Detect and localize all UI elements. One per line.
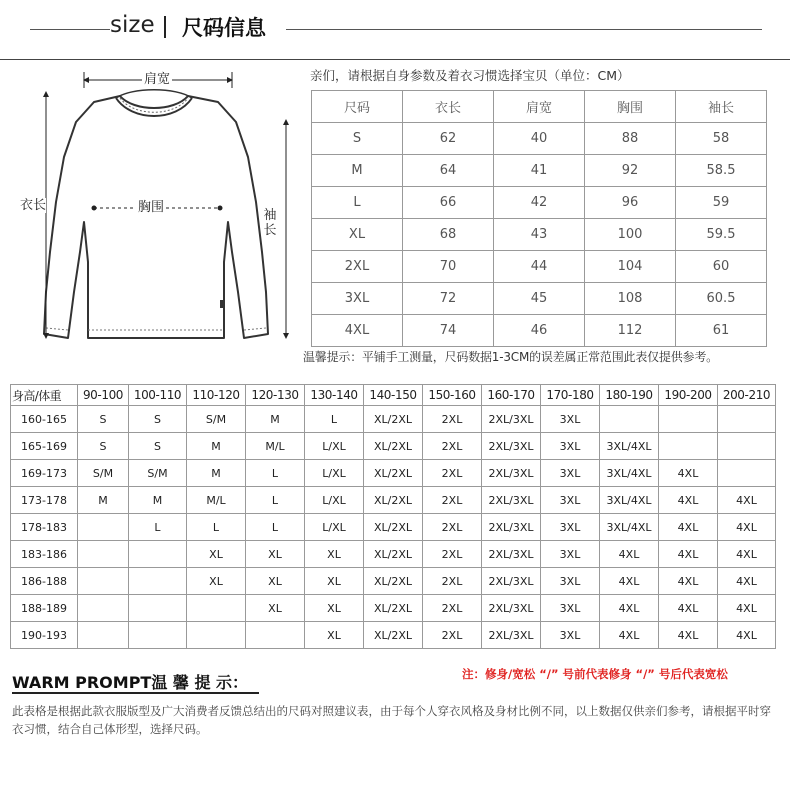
- recommendation-row: [11, 595, 776, 622]
- size-recommendation-table: [10, 384, 776, 649]
- recommendation-row: [11, 514, 776, 541]
- fit-note: 注：修身/宽松 “/” 号前代表修身 “/” 号后代表宽松: [462, 667, 728, 681]
- measurement-cell: 衣长: [403, 91, 494, 123]
- size-cell: M: [246, 406, 305, 433]
- size-cell: XL: [305, 622, 364, 649]
- measurement-cell: 100: [585, 219, 676, 251]
- size-cell: 130-140: [305, 385, 364, 406]
- size-cell: 2XL: [423, 514, 482, 541]
- measurement-cell: 45: [494, 283, 585, 315]
- measurement-cell: 62: [403, 123, 494, 155]
- size-cell: M: [129, 487, 187, 514]
- height-weight-cell: 183-186: [11, 541, 78, 568]
- size-cell: L/XL: [305, 433, 364, 460]
- size-cell: 2XL: [423, 487, 482, 514]
- sleeve-length-label: 袖长: [263, 208, 277, 238]
- recommendation-header-row: [11, 385, 776, 406]
- size-cell: M/L: [187, 487, 246, 514]
- header-left-line: [30, 29, 110, 30]
- size-cell: 2XL: [423, 622, 482, 649]
- size-cell: M: [187, 460, 246, 487]
- size-cell: 4XL: [659, 487, 718, 514]
- recommendation-row: [11, 487, 776, 514]
- length-label: 衣长: [20, 198, 47, 213]
- size-cell: 4XL: [718, 541, 776, 568]
- size-cell: 140-150: [364, 385, 423, 406]
- measurement-cell: 41: [494, 155, 585, 187]
- measurement-cell: 58.5: [676, 155, 767, 187]
- size-cell: 160-170: [482, 385, 541, 406]
- size-cell: XL: [187, 541, 246, 568]
- size-cell: 3XL: [541, 541, 600, 568]
- size-cell: 2XL/3XL: [482, 541, 541, 568]
- size-cell: [659, 433, 718, 460]
- measurement-cell: 42: [494, 187, 585, 219]
- recommendation-row: [11, 541, 776, 568]
- size-cell: 2XL/3XL: [482, 460, 541, 487]
- size-cell: 2XL: [423, 433, 482, 460]
- size-cell: 4XL: [600, 568, 659, 595]
- size-cell: 3XL: [541, 595, 600, 622]
- recommendation-row: [11, 622, 776, 649]
- size-label: size: [110, 12, 155, 38]
- size-cell: L: [246, 487, 305, 514]
- measurement-cell: 70: [403, 251, 494, 283]
- size-cell: XL: [305, 595, 364, 622]
- size-cell: S: [78, 406, 129, 433]
- shoulder-width-label: 肩宽: [144, 72, 171, 87]
- size-cell: XL/2XL: [364, 541, 423, 568]
- size-cell: 200-210: [718, 385, 776, 406]
- size-cell: 3XL: [541, 433, 600, 460]
- measurement-cell: 112: [585, 315, 676, 347]
- size-cell: [718, 433, 776, 460]
- size-cell: [129, 568, 187, 595]
- measurement-cell: 袖长: [676, 91, 767, 123]
- size-cell: [718, 460, 776, 487]
- size-cell: XL/2XL: [364, 406, 423, 433]
- size-cell: XL: [246, 568, 305, 595]
- height-weight-cell: 188-189: [11, 595, 78, 622]
- measurement-cell: 43: [494, 219, 585, 251]
- size-cell: XL/2XL: [364, 568, 423, 595]
- size-cell: S/M: [187, 406, 246, 433]
- warm-prompt-underline: [12, 692, 259, 694]
- size-cell: XL: [305, 568, 364, 595]
- size-cell: [78, 541, 129, 568]
- size-cell: 2XL: [423, 406, 482, 433]
- measurement-cell: 108: [585, 283, 676, 315]
- size-cell: 4XL: [659, 622, 718, 649]
- size-cell: [600, 406, 659, 433]
- size-cell: 2XL: [423, 568, 482, 595]
- recommendation-row: [11, 406, 776, 433]
- measurement-row: [312, 283, 767, 315]
- height-weight-cell: 169-173: [11, 460, 78, 487]
- size-cell: L: [129, 514, 187, 541]
- size-cell: 3XL: [541, 406, 600, 433]
- size-cell: 4XL: [718, 487, 776, 514]
- size-cell: 4XL: [600, 541, 659, 568]
- measurement-cell: M: [312, 155, 403, 187]
- footnote: 此表格是根据此款衣服版型及广大消费者反馈总结出的尺码对照建议表，由于每个人穿衣风格及身材比例不同，以上数据仅供亲们参考，请根据平时穿衣习惯，结合自己体形型，选择尺码。: [12, 704, 771, 736]
- size-cell: S: [78, 433, 129, 460]
- measurement-cell: 59.5: [676, 219, 767, 251]
- size-cell: XL/2XL: [364, 514, 423, 541]
- size-cell: [187, 622, 246, 649]
- measurement-tip: 温馨提示：平铺手工测量，尺码数据1-3CM的误差属正常范围此表仅提供参考。: [303, 350, 718, 364]
- size-cell: 2XL/3XL: [482, 406, 541, 433]
- size-cell: L/XL: [305, 460, 364, 487]
- measurement-cell: 59: [676, 187, 767, 219]
- measurement-row: [312, 187, 767, 219]
- size-cell: [129, 622, 187, 649]
- size-cell: 180-190: [600, 385, 659, 406]
- size-cell: 4XL: [659, 460, 718, 487]
- measurement-cell: 肩宽: [494, 91, 585, 123]
- garment-diagram: [8, 62, 300, 362]
- size-cell: XL: [187, 568, 246, 595]
- size-cell: 4XL: [718, 568, 776, 595]
- size-cell: [187, 595, 246, 622]
- size-cell: XL/2XL: [364, 460, 423, 487]
- measurement-row: [312, 315, 767, 347]
- measurement-cell: 4XL: [312, 315, 403, 347]
- size-cell: 2XL/3XL: [482, 595, 541, 622]
- measurement-cell: 96: [585, 187, 676, 219]
- size-cell: [78, 568, 129, 595]
- height-weight-cell: 186-188: [11, 568, 78, 595]
- size-cell: 2XL: [423, 595, 482, 622]
- measurement-cell: 104: [585, 251, 676, 283]
- header-right-line: [286, 29, 762, 30]
- size-cell: L/XL: [305, 487, 364, 514]
- height-weight-cell: 173-178: [11, 487, 78, 514]
- height-weight-cell: 160-165: [11, 406, 78, 433]
- size-cell: [129, 595, 187, 622]
- measurement-cell: 64: [403, 155, 494, 187]
- size-cell: 2XL/3XL: [482, 514, 541, 541]
- size-cell: L: [246, 514, 305, 541]
- measurement-cell: 74: [403, 315, 494, 347]
- size-cell: XL: [246, 541, 305, 568]
- size-cell: 4XL: [659, 541, 718, 568]
- size-cell: 2XL/3XL: [482, 622, 541, 649]
- warm-prompt-title: WARM PROMPT温 馨 提 示：: [12, 673, 249, 692]
- recommendation-row: [11, 433, 776, 460]
- measurement-row: [312, 123, 767, 155]
- size-cell: 3XL/4XL: [600, 460, 659, 487]
- size-cell: 3XL/4XL: [600, 487, 659, 514]
- unit-note: 亲们，请根据自身参数及着衣习惯选择宝贝（单位：CM）: [310, 68, 630, 83]
- size-cell: 110-120: [187, 385, 246, 406]
- size-cell: XL/2XL: [364, 433, 423, 460]
- measurement-cell: 46: [494, 315, 585, 347]
- size-cell: XL: [246, 595, 305, 622]
- size-cell: 4XL: [659, 568, 718, 595]
- size-cell: 3XL/4XL: [600, 433, 659, 460]
- size-cell: M: [78, 487, 129, 514]
- size-cell: 3XL: [541, 487, 600, 514]
- size-cell: XL/2XL: [364, 622, 423, 649]
- size-cell: XL: [305, 541, 364, 568]
- header-rule: [0, 59, 790, 60]
- size-cell: 4XL: [600, 595, 659, 622]
- measurement-cell: 尺码: [312, 91, 403, 123]
- measurement-cell: L: [312, 187, 403, 219]
- size-cell: 3XL/4XL: [600, 514, 659, 541]
- measurement-cell: 72: [403, 283, 494, 315]
- measurement-cell: 60.5: [676, 283, 767, 315]
- size-cell: [129, 541, 187, 568]
- size-cell: [659, 406, 718, 433]
- size-cell: L: [305, 406, 364, 433]
- measurement-header-row: [312, 91, 767, 123]
- measurement-table: [311, 90, 767, 347]
- size-cell: 4XL: [718, 595, 776, 622]
- size-cell: 4XL: [659, 514, 718, 541]
- size-cell: 190-200: [659, 385, 718, 406]
- size-cell: S: [129, 406, 187, 433]
- size-cell: 2XL: [423, 541, 482, 568]
- recommendation-row: [11, 568, 776, 595]
- height-weight-cell: 身高/体重: [11, 385, 78, 406]
- size-cell: 3XL: [541, 622, 600, 649]
- size-cell: [78, 622, 129, 649]
- measurement-cell: 40: [494, 123, 585, 155]
- size-cell: 2XL: [423, 460, 482, 487]
- page-header: [0, 0, 790, 56]
- size-cell: [246, 622, 305, 649]
- size-cell: [78, 595, 129, 622]
- size-cell: S/M: [78, 460, 129, 487]
- measurement-cell: 58: [676, 123, 767, 155]
- size-cell: 4XL: [718, 622, 776, 649]
- size-cell: XL/2XL: [364, 595, 423, 622]
- size-cell: 3XL: [541, 568, 600, 595]
- recommendation-row: [11, 460, 776, 487]
- measurement-cell: 88: [585, 123, 676, 155]
- measurement-row: [312, 155, 767, 187]
- measurement-cell: 66: [403, 187, 494, 219]
- size-cell: L: [246, 460, 305, 487]
- measurement-cell: 胸围: [585, 91, 676, 123]
- measurement-row: [312, 251, 767, 283]
- measurement-cell: 3XL: [312, 283, 403, 315]
- measurement-cell: 61: [676, 315, 767, 347]
- size-cell: [78, 514, 129, 541]
- size-cell: 2XL/3XL: [482, 487, 541, 514]
- size-cell: 4XL: [718, 514, 776, 541]
- size-cell: 150-160: [423, 385, 482, 406]
- size-cell: L: [187, 514, 246, 541]
- size-cell: M/L: [246, 433, 305, 460]
- header-divider: [164, 16, 166, 38]
- measurement-cell: S: [312, 123, 403, 155]
- measurement-cell: XL: [312, 219, 403, 251]
- measurement-cell: 2XL: [312, 251, 403, 283]
- size-cell: 170-180: [541, 385, 600, 406]
- size-cell: XL/2XL: [364, 487, 423, 514]
- height-weight-cell: 190-193: [11, 622, 78, 649]
- size-cell: 90-100: [78, 385, 129, 406]
- size-cell: 4XL: [659, 595, 718, 622]
- size-cell: L/XL: [305, 514, 364, 541]
- page-title: 尺码信息: [182, 16, 266, 40]
- size-cell: 4XL: [600, 622, 659, 649]
- size-cell: 3XL: [541, 460, 600, 487]
- size-cell: 120-130: [246, 385, 305, 406]
- height-weight-cell: 178-183: [11, 514, 78, 541]
- measurement-cell: 60: [676, 251, 767, 283]
- measurement-cell: 92: [585, 155, 676, 187]
- size-cell: 100-110: [129, 385, 187, 406]
- measurement-row: [312, 219, 767, 251]
- size-cell: 2XL/3XL: [482, 433, 541, 460]
- size-cell: S: [129, 433, 187, 460]
- measurement-cell: 44: [494, 251, 585, 283]
- measurement-cell: 68: [403, 219, 494, 251]
- size-cell: M: [187, 433, 246, 460]
- size-cell: [718, 406, 776, 433]
- size-cell: 3XL: [541, 514, 600, 541]
- height-weight-cell: 165-169: [11, 433, 78, 460]
- size-cell: S/M: [129, 460, 187, 487]
- size-cell: 2XL/3XL: [482, 568, 541, 595]
- chest-label: 胸围: [138, 200, 165, 215]
